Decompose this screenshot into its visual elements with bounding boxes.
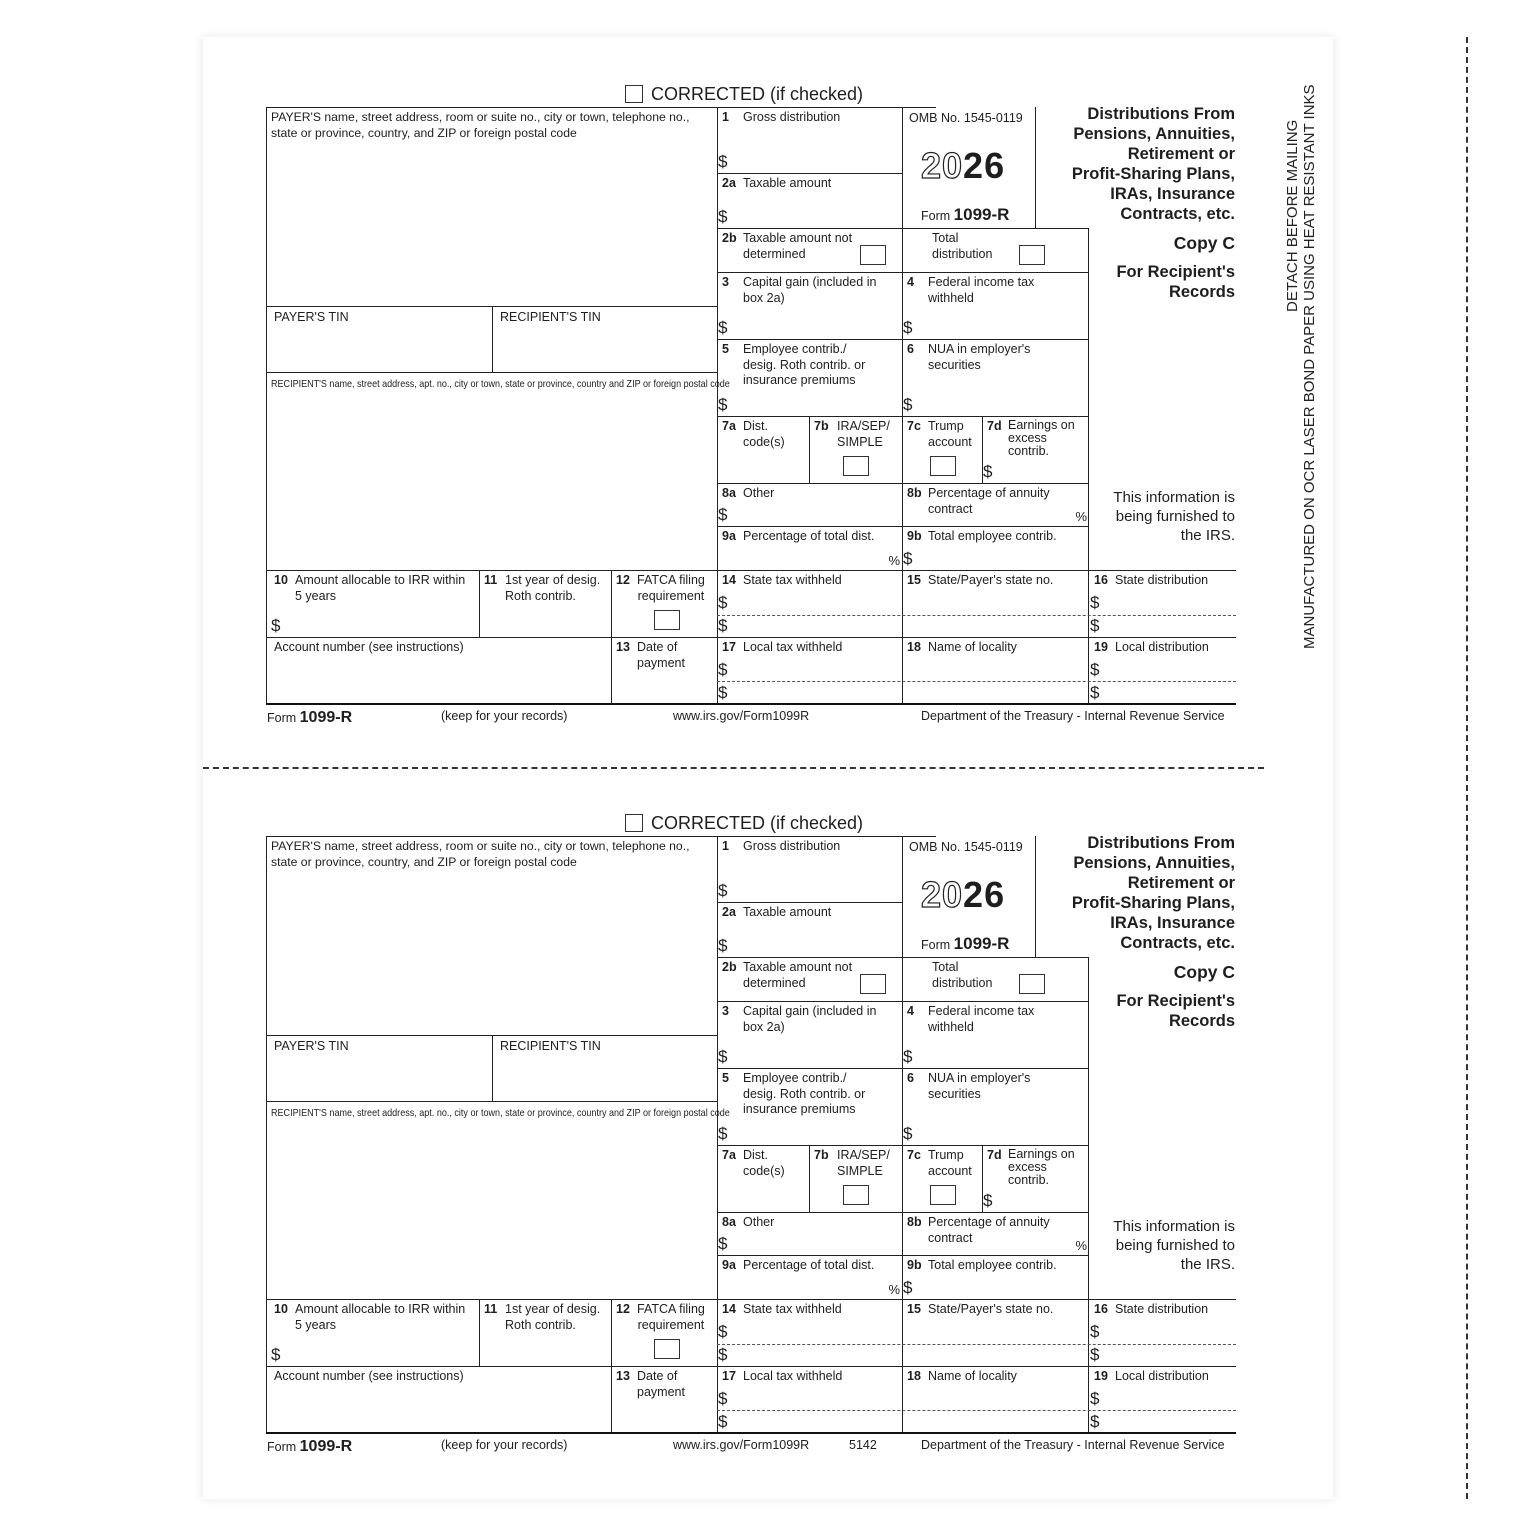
dollar-sign: $ bbox=[718, 1412, 728, 1431]
box-8a-field[interactable] bbox=[717, 483, 902, 526]
tax-year-outline: 20 bbox=[921, 145, 964, 186]
dollar-sign: $ bbox=[718, 207, 728, 226]
department-notice: Department of the Treasury - Internal Revenue Service bbox=[921, 1438, 1225, 1452]
trump-account-checkbox[interactable] bbox=[930, 456, 956, 476]
box-number: 2a bbox=[722, 176, 736, 190]
dollar-sign: $ bbox=[1090, 660, 1100, 679]
dollar-sign: $ bbox=[718, 1322, 728, 1341]
box-8b-label: Percentage of annuity contract bbox=[928, 486, 1050, 516]
box-12-field[interactable] bbox=[611, 570, 717, 637]
dollar-sign: $ bbox=[903, 1278, 913, 1297]
form-number: 1099-R bbox=[299, 709, 353, 726]
trump-account-checkbox[interactable] bbox=[930, 1185, 956, 1205]
dollar-sign: $ bbox=[718, 395, 728, 414]
corrected-label: CORRECTED (if checked) bbox=[651, 83, 864, 104]
box-5-label: Employee contrib./ desig. Roth contrib. or insurance premiums bbox=[743, 1071, 866, 1116]
account-number-label: Account number (see instructions) bbox=[274, 1369, 464, 1383]
tax-year-bold: 26 bbox=[963, 874, 1006, 915]
box-number: 1 bbox=[722, 110, 729, 124]
box-number: 13 bbox=[616, 1369, 630, 1383]
tax-year-bold: 26 bbox=[963, 145, 1006, 186]
box-15-field[interactable] bbox=[902, 1299, 1089, 1366]
box-number: 19 bbox=[1094, 640, 1108, 654]
dollar-sign: $ bbox=[718, 683, 728, 702]
box-7a-label: Dist. code(s) bbox=[743, 1148, 785, 1178]
box-18-field[interactable] bbox=[902, 637, 1089, 704]
dollar-sign: $ bbox=[983, 1191, 993, 1210]
box-13-field[interactable] bbox=[611, 1366, 717, 1433]
payer-name-label: PAYER'S name, street address, room or suite no., city or town, telephone no., state or province, country, and ZIP or foreign postal code bbox=[271, 839, 690, 869]
box-number: 8b bbox=[907, 486, 922, 500]
box-number: 1 bbox=[722, 839, 729, 853]
dollar-sign: $ bbox=[983, 462, 993, 481]
total-distribution-checkbox[interactable] bbox=[1019, 974, 1045, 994]
dollar-sign: $ bbox=[718, 505, 728, 524]
total-distribution-checkbox[interactable] bbox=[1019, 245, 1045, 265]
box-18-label: Name of locality bbox=[928, 1369, 1017, 1383]
form-title: Distributions From Pensions, Annuities, Retirement or Profit-Sharing Plans, IRAs, Insurance Contracts, etc. bbox=[1071, 105, 1235, 223]
box-2a-field[interactable] bbox=[717, 902, 902, 957]
form-copy-top bbox=[203, 37, 1333, 737]
dollar-sign: $ bbox=[718, 1047, 728, 1066]
total-distribution-label: Total distribution bbox=[932, 231, 993, 261]
box-19-label: Local distribution bbox=[1115, 640, 1209, 654]
box-10-label: Amount allocable to IRR within 5 years bbox=[295, 573, 466, 603]
form-word: Form bbox=[921, 938, 951, 952]
dollar-sign: $ bbox=[903, 395, 913, 414]
form-sheet bbox=[203, 37, 1333, 1499]
keep-notice: (keep for your records) bbox=[441, 1438, 568, 1452]
dollar-sign: $ bbox=[903, 549, 913, 568]
box-14-field[interactable] bbox=[717, 570, 902, 637]
dollar-sign: $ bbox=[903, 318, 913, 337]
dollar-sign: $ bbox=[718, 660, 728, 679]
corrected-checkbox-row[interactable] bbox=[625, 813, 863, 833]
tax-year bbox=[921, 145, 1005, 187]
account-number-field[interactable] bbox=[266, 637, 611, 704]
box-8b-label: Percentage of annuity contract bbox=[928, 1215, 1050, 1245]
box-14-label: State tax withheld bbox=[743, 573, 842, 587]
box-number: 9b bbox=[907, 529, 922, 543]
dollar-sign: $ bbox=[718, 616, 728, 635]
box-12-label: FATCA filing requirement bbox=[637, 1302, 705, 1332]
dollar-sign: $ bbox=[718, 881, 728, 900]
box-11-field[interactable] bbox=[479, 570, 611, 637]
box-9a-field[interactable] bbox=[717, 1255, 902, 1299]
box-number: 3 bbox=[722, 1004, 729, 1018]
omb-number: OMB No. 1545-0119 bbox=[909, 840, 1023, 854]
form-number: 1099-R bbox=[953, 934, 1010, 953]
percent-sign: % bbox=[1075, 509, 1087, 524]
box-number: 18 bbox=[907, 1369, 921, 1383]
percent-sign: % bbox=[888, 1282, 900, 1297]
box-13-field[interactable] bbox=[611, 637, 717, 704]
box-7b-label: IRA/SEP/ SIMPLE bbox=[837, 419, 890, 449]
box-1-field[interactable] bbox=[717, 836, 902, 902]
box-number: 7d bbox=[987, 1148, 1002, 1162]
box-7b-field[interactable] bbox=[809, 1145, 902, 1212]
box-number: 14 bbox=[722, 573, 736, 587]
box-17-field[interactable] bbox=[717, 637, 902, 704]
corrected-checkbox[interactable] bbox=[625, 814, 643, 832]
box-6-field[interactable] bbox=[902, 1068, 1089, 1145]
box-9a-label: Percentage of total dist. bbox=[743, 1258, 875, 1272]
box-15-label: State/Payer's state no. bbox=[928, 573, 1054, 587]
form-copy-bottom bbox=[203, 766, 1333, 1466]
recipient-tin-label: RECIPIENT'S TIN bbox=[500, 310, 601, 324]
dollar-sign: $ bbox=[718, 1124, 728, 1143]
box-number: 7b bbox=[814, 1148, 829, 1162]
box-number: 4 bbox=[907, 275, 914, 289]
dollar-sign: $ bbox=[1090, 593, 1100, 612]
dollar-sign: $ bbox=[1090, 1412, 1100, 1431]
box-7a-label: Dist. code(s) bbox=[743, 419, 785, 449]
box-6-label: NUA in employer's securities bbox=[928, 342, 1031, 372]
box-5-field[interactable] bbox=[717, 1068, 902, 1145]
dollar-sign: $ bbox=[1090, 1322, 1100, 1341]
dollar-sign: $ bbox=[903, 1047, 913, 1066]
percent-sign: % bbox=[888, 553, 900, 568]
keep-notice: (keep for your records) bbox=[441, 709, 568, 723]
corrected-checkbox[interactable] bbox=[625, 85, 643, 103]
box-4-label: Federal income tax withheld bbox=[928, 1004, 1035, 1034]
box-11-label: 1st year of desig. Roth contrib. bbox=[505, 573, 601, 603]
box-7d-label: Earnings on excess contrib. bbox=[1008, 1147, 1075, 1187]
furnished-notice: This information is being furnished to the IRS. bbox=[1113, 489, 1235, 544]
dollar-sign: $ bbox=[718, 1389, 728, 1408]
box-17-field[interactable] bbox=[717, 1366, 902, 1433]
box-13-label: Date of payment bbox=[637, 640, 685, 670]
box-13-label: Date of payment bbox=[637, 1369, 685, 1399]
taxable-not-determined-checkbox[interactable] bbox=[860, 245, 886, 265]
taxable-not-determined-checkbox[interactable] bbox=[860, 974, 886, 994]
for-records-label: For Recipient's Records bbox=[1116, 992, 1235, 1030]
dollar-sign: $ bbox=[1090, 1389, 1100, 1408]
form-id bbox=[921, 934, 1009, 954]
box-number: 8b bbox=[907, 1215, 922, 1229]
box-16-label: State distribution bbox=[1115, 1302, 1209, 1316]
percent-sign: % bbox=[1075, 1238, 1087, 1253]
box-number: 7b bbox=[814, 419, 829, 433]
dollar-sign: $ bbox=[271, 616, 281, 635]
box-7b-field[interactable] bbox=[809, 416, 902, 483]
box-3-field[interactable] bbox=[717, 272, 902, 339]
for-records-label: For Recipient's Records bbox=[1116, 263, 1235, 301]
box-1-label: Gross distribution bbox=[743, 110, 841, 124]
box-17-label: Local tax withheld bbox=[743, 640, 843, 654]
box-19-field[interactable] bbox=[1089, 637, 1236, 704]
recipient-tin-field[interactable] bbox=[492, 1035, 717, 1101]
box-number: 9a bbox=[722, 529, 736, 543]
dollar-sign: $ bbox=[718, 152, 728, 171]
box-2a-label: Taxable amount bbox=[743, 176, 832, 190]
box-9a-label: Percentage of total dist. bbox=[743, 529, 875, 543]
box-8b-field[interactable] bbox=[902, 483, 1089, 526]
box-9a-field[interactable] bbox=[717, 526, 902, 570]
box-6-field[interactable] bbox=[902, 339, 1089, 416]
box-7c-field[interactable] bbox=[902, 416, 982, 483]
payer-tin-label: PAYER'S TIN bbox=[274, 1039, 349, 1053]
box-12-label: FATCA filing requirement bbox=[637, 573, 705, 603]
dollar-sign: $ bbox=[718, 593, 728, 612]
box-number: 16 bbox=[1094, 573, 1108, 587]
form-number: 1099-R bbox=[953, 205, 1010, 224]
box-8a-field[interactable] bbox=[717, 1212, 902, 1255]
box-number: 8a bbox=[722, 1215, 736, 1229]
recipient-name-label: RECIPIENT'S name, street address, apt. no., city or town, state or province, country and ZIP or foreign postal code bbox=[271, 1107, 730, 1119]
box-number: 15 bbox=[907, 573, 921, 587]
total-distribution-label: Total distribution bbox=[932, 960, 993, 990]
box-8a-label: Other bbox=[743, 1215, 775, 1229]
box-number: 9b bbox=[907, 1258, 922, 1272]
dollar-sign: $ bbox=[1090, 1345, 1100, 1364]
copy-label: Copy C bbox=[1173, 962, 1235, 982]
box-number: 9a bbox=[722, 1258, 736, 1272]
box-number: 5 bbox=[722, 342, 729, 356]
box-4-label: Federal income tax withheld bbox=[928, 275, 1035, 305]
box-2b-field[interactable] bbox=[717, 228, 902, 272]
recipient-name-label: RECIPIENT'S name, street address, apt. no., city or town, state or province, country and ZIP or foreign postal code bbox=[271, 378, 730, 390]
box-number: 7d bbox=[987, 419, 1002, 433]
box-19-field[interactable] bbox=[1089, 1366, 1236, 1433]
box-number: 2b bbox=[722, 231, 737, 245]
copy-label: Copy C bbox=[1173, 233, 1235, 253]
box-10-field[interactable] bbox=[266, 570, 479, 637]
payer-tin-label: PAYER'S TIN bbox=[274, 310, 349, 324]
box-number: 11 bbox=[484, 573, 498, 587]
box-16-field[interactable] bbox=[1089, 1299, 1236, 1366]
box-number: 3 bbox=[722, 275, 729, 289]
box-18-field[interactable] bbox=[902, 1366, 1089, 1433]
tax-year bbox=[921, 874, 1005, 916]
total-distribution-field[interactable] bbox=[902, 228, 1089, 272]
omb-number: OMB No. 1545-0119 bbox=[909, 111, 1023, 125]
box-number: 13 bbox=[616, 640, 630, 654]
box-5-field[interactable] bbox=[717, 339, 902, 416]
box-2b-field[interactable] bbox=[717, 957, 902, 1001]
box-15-label: State/Payer's state no. bbox=[928, 1302, 1054, 1316]
box-19-label: Local distribution bbox=[1115, 1369, 1209, 1383]
box-number: 14 bbox=[722, 1302, 736, 1316]
box-9b-field[interactable] bbox=[902, 526, 1089, 570]
box-7d-field[interactable] bbox=[982, 1145, 1089, 1212]
box-18-label: Name of locality bbox=[928, 640, 1017, 654]
box-number: 17 bbox=[722, 1369, 736, 1383]
manufacture-notice: MANUFACTURED ON OCR LASER BOND PAPER USING HEAT RESISTANT INKS bbox=[1301, 84, 1318, 649]
payer-tin-field[interactable] bbox=[266, 1035, 492, 1101]
ira-sep-simple-checkbox[interactable] bbox=[843, 1185, 869, 1205]
box-7b-label: IRA/SEP/ SIMPLE bbox=[837, 1148, 890, 1178]
box-7a-field[interactable] bbox=[717, 1145, 809, 1212]
dollar-sign: $ bbox=[903, 1124, 913, 1143]
box-1-field[interactable] bbox=[717, 107, 902, 173]
box-number: 11 bbox=[484, 1302, 498, 1316]
box-1-label: Gross distribution bbox=[743, 839, 841, 853]
box-17-label: Local tax withheld bbox=[743, 1369, 843, 1383]
box-6-label: NUA in employer's securities bbox=[928, 1071, 1031, 1101]
fatca-checkbox[interactable] bbox=[654, 610, 680, 630]
form-word: Form bbox=[921, 209, 951, 223]
box-7c-label: Trump account bbox=[928, 419, 972, 449]
box-15-field[interactable] bbox=[902, 570, 1089, 637]
dollar-sign: $ bbox=[718, 1234, 728, 1253]
box-14-label: State tax withheld bbox=[743, 1302, 842, 1316]
total-distribution-field[interactable] bbox=[902, 957, 1089, 1001]
recipient-tin-field[interactable] bbox=[492, 306, 717, 372]
dollar-sign: $ bbox=[718, 318, 728, 337]
box-number: 8a bbox=[722, 486, 736, 500]
recipient-tin-label: RECIPIENT'S TIN bbox=[500, 1039, 601, 1053]
box-5-label: Employee contrib./ desig. Roth contrib. or insurance premiums bbox=[743, 342, 866, 387]
irs-url[interactable]: www.irs.gov/Form1099R bbox=[673, 709, 810, 723]
box-number: 10 bbox=[274, 573, 288, 587]
box-number: 2b bbox=[722, 960, 737, 974]
box-number: 7a bbox=[722, 1148, 736, 1162]
box-3-label: Capital gain (included in box 2a) bbox=[743, 1004, 877, 1034]
box-number: 7a bbox=[722, 419, 736, 433]
box-10-label: Amount allocable to IRR within 5 years bbox=[295, 1302, 466, 1332]
box-8b-field[interactable] bbox=[902, 1212, 1089, 1255]
box-16-label: State distribution bbox=[1115, 573, 1209, 587]
box-number: 17 bbox=[722, 640, 736, 654]
vertical-perforation bbox=[1466, 37, 1468, 1499]
form-id bbox=[921, 205, 1009, 225]
footer-form-id bbox=[267, 709, 352, 727]
dollar-sign: $ bbox=[1090, 683, 1100, 702]
box-7a-field[interactable] bbox=[717, 416, 809, 483]
box-2a-label: Taxable amount bbox=[743, 905, 832, 919]
payer-name-label: PAYER'S name, street address, room or suite no., city or town, telephone no., state or province, country, and ZIP or foreign postal code bbox=[271, 110, 690, 140]
tax-year-outline: 20 bbox=[921, 874, 964, 915]
irs-url[interactable]: www.irs.gov/Form1099R bbox=[673, 1438, 810, 1452]
box-number: 19 bbox=[1094, 1369, 1108, 1383]
box-7c-field[interactable] bbox=[902, 1145, 982, 1212]
form-word: Form bbox=[267, 1440, 297, 1454]
box-number: 7c bbox=[907, 1148, 921, 1162]
department-notice: Department of the Treasury - Internal Revenue Service bbox=[921, 709, 1225, 723]
box-7d-field[interactable] bbox=[982, 416, 1089, 483]
box-7d-label: Earnings on excess contrib. bbox=[1008, 418, 1075, 458]
dollar-sign: $ bbox=[718, 1345, 728, 1364]
box-number: 12 bbox=[616, 1302, 630, 1316]
box-11-label: 1st year of desig. Roth contrib. bbox=[505, 1302, 601, 1332]
box-10-field[interactable] bbox=[266, 1299, 479, 1366]
box-16-field[interactable] bbox=[1089, 570, 1236, 637]
account-number-field[interactable] bbox=[266, 1366, 611, 1433]
box-number: 10 bbox=[274, 1302, 288, 1316]
box-3-field[interactable] bbox=[717, 1001, 902, 1068]
box-number: 16 bbox=[1094, 1302, 1108, 1316]
dollar-sign: $ bbox=[1090, 616, 1100, 635]
catalog-number: 5142 bbox=[849, 1438, 877, 1452]
detach-notice: DETACH BEFORE MAILING bbox=[1284, 119, 1301, 312]
ira-sep-simple-checkbox[interactable] bbox=[843, 456, 869, 476]
box-number: 18 bbox=[907, 640, 921, 654]
box-number: 15 bbox=[907, 1302, 921, 1316]
box-number: 5 bbox=[722, 1071, 729, 1085]
box-number: 4 bbox=[907, 1004, 914, 1018]
payer-tin-field[interactable] bbox=[266, 306, 492, 372]
box-4-field[interactable] bbox=[902, 1001, 1089, 1068]
box-9b-label: Total employee contrib. bbox=[928, 529, 1057, 543]
payer-name-field[interactable] bbox=[266, 107, 717, 306]
box-2a-field[interactable] bbox=[717, 173, 902, 228]
box-2b-label: Taxable amount not determined bbox=[743, 231, 853, 261]
form-title: Distributions From Pensions, Annuities, Retirement or Profit-Sharing Plans, IRAs, Insurance Contracts, etc. bbox=[1071, 834, 1235, 952]
footer-form-id bbox=[267, 1438, 352, 1456]
payer-name-field[interactable] bbox=[266, 836, 717, 1035]
dollar-sign: $ bbox=[718, 936, 728, 955]
box-2b-label: Taxable amount not determined bbox=[743, 960, 853, 990]
furnished-notice: This information is being furnished to the IRS. bbox=[1113, 1218, 1235, 1273]
box-number: 7c bbox=[907, 419, 921, 433]
box-11-field[interactable] bbox=[479, 1299, 611, 1366]
corrected-checkbox-row[interactable] bbox=[625, 84, 863, 104]
box-14-field[interactable] bbox=[717, 1299, 902, 1366]
box-12-field[interactable] bbox=[611, 1299, 717, 1366]
box-number: 12 bbox=[616, 573, 630, 587]
box-7c-label: Trump account bbox=[928, 1148, 972, 1178]
account-number-label: Account number (see instructions) bbox=[274, 640, 464, 654]
fatca-checkbox[interactable] bbox=[654, 1339, 680, 1359]
box-3-label: Capital gain (included in box 2a) bbox=[743, 275, 877, 305]
form-number: 1099-R bbox=[299, 1438, 353, 1455]
box-number: 6 bbox=[907, 342, 914, 356]
box-number: 2a bbox=[722, 905, 736, 919]
corrected-label: CORRECTED (if checked) bbox=[651, 812, 864, 833]
box-9b-field[interactable] bbox=[902, 1255, 1089, 1299]
box-8a-label: Other bbox=[743, 486, 775, 500]
box-number: 6 bbox=[907, 1071, 914, 1085]
dollar-sign: $ bbox=[271, 1345, 281, 1364]
box-4-field[interactable] bbox=[902, 272, 1089, 339]
form-word: Form bbox=[267, 711, 297, 725]
box-9b-label: Total employee contrib. bbox=[928, 1258, 1057, 1272]
